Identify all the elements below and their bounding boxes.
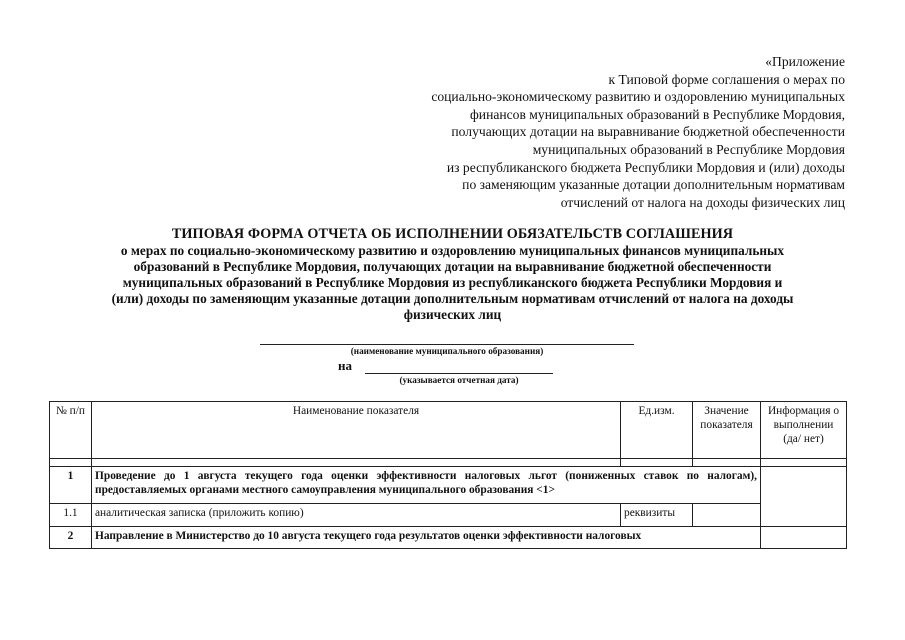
header-info: Информация о выполнении (да/ нет) [761,402,847,459]
appendix-line: муниципальных образований в Республике Мордовия [532,141,845,157]
appendix-line: по заменяющим указанные дотации дополнительным нормативам [462,177,845,193]
subtitle-line: образований в Республике Мордовия, получающих дотации на выравнивание бюджетной обеспеченности [133,259,772,275]
municipality-fill-line [260,344,634,345]
appendix-line: отчислений от налога на доходы физических лиц [560,194,845,210]
header-name: Наименование показателя [92,402,621,459]
appendix-line: к Типовой форме соглашения о мерах по [608,71,845,87]
row-info-cell[interactable] [761,467,847,527]
document-subtitle [40,243,865,323]
subtitle-line: муниципальных образований в Республике Мордовия из республиканского бюджета Республики Мордовия и [122,275,783,291]
header-unit: Ед.изм. [621,402,693,459]
appendix-line: социально-экономическому развитию и оздоровлению муниципальных [431,89,845,105]
appendix-line: «Приложение [765,54,845,69]
header-num: № п/п [50,402,92,459]
subtitle-line: физических лиц [403,307,502,323]
row-name: аналитическая записка (приложить копию) [92,504,621,527]
table-row [50,504,847,527]
row-num: 1.1 [50,504,92,527]
table-header-row [50,402,847,459]
report-table [49,401,847,549]
appendix-line: из республиканского бюджета Республики Мордовия и (или) доходы [446,159,845,175]
table-row [50,527,847,549]
date-fill-line [365,373,553,374]
row-info-cell[interactable] [761,527,847,549]
row-num: 1 [50,467,92,504]
table-spacer-row [50,459,847,467]
appendix-line: финансов муниципальных образований в Республике Мордовия, [469,106,845,122]
table-row [50,467,847,504]
row-unit: реквизиты [621,504,693,527]
subtitle-line: (или) доходы по заменяющим указанные дотации дополнительным нормативам отчислений от налога на доходы [111,291,794,307]
row-value-cell[interactable] [693,504,761,527]
document-title: ТИПОВАЯ ФОРМА ОТЧЕТА ОБ ИСПОЛНЕНИИ ОБЯЗАТЕЛЬСТВ СОГЛАШЕНИЯ [171,226,734,242]
header-value: Значение показателя [693,402,761,459]
row-name: Направление в Министерство до 10 августа текущего года результатов оценки эффективности налоговых [92,527,761,549]
row-num: 2 [50,527,92,549]
row-name: Проведение до 1 августа текущего года оценки эффективности налоговых льгот (пониженных ставок по налогам), предоставляемых органами местного самоуправления муниципального образования <1> [92,467,761,504]
subtitle-line: о мерах по социально-экономическому развитию и оздоровлению муниципальных финансов муниципальных [120,243,785,258]
date-caption: (указывается отчетная дата) [399,375,519,385]
date-prefix: на [338,358,352,373]
appendix-block [325,53,845,211]
municipality-caption: (наименование муниципального образования) [350,346,544,356]
appendix-line: получающих дотации на выравнивание бюджетной обеспеченности [451,124,845,140]
